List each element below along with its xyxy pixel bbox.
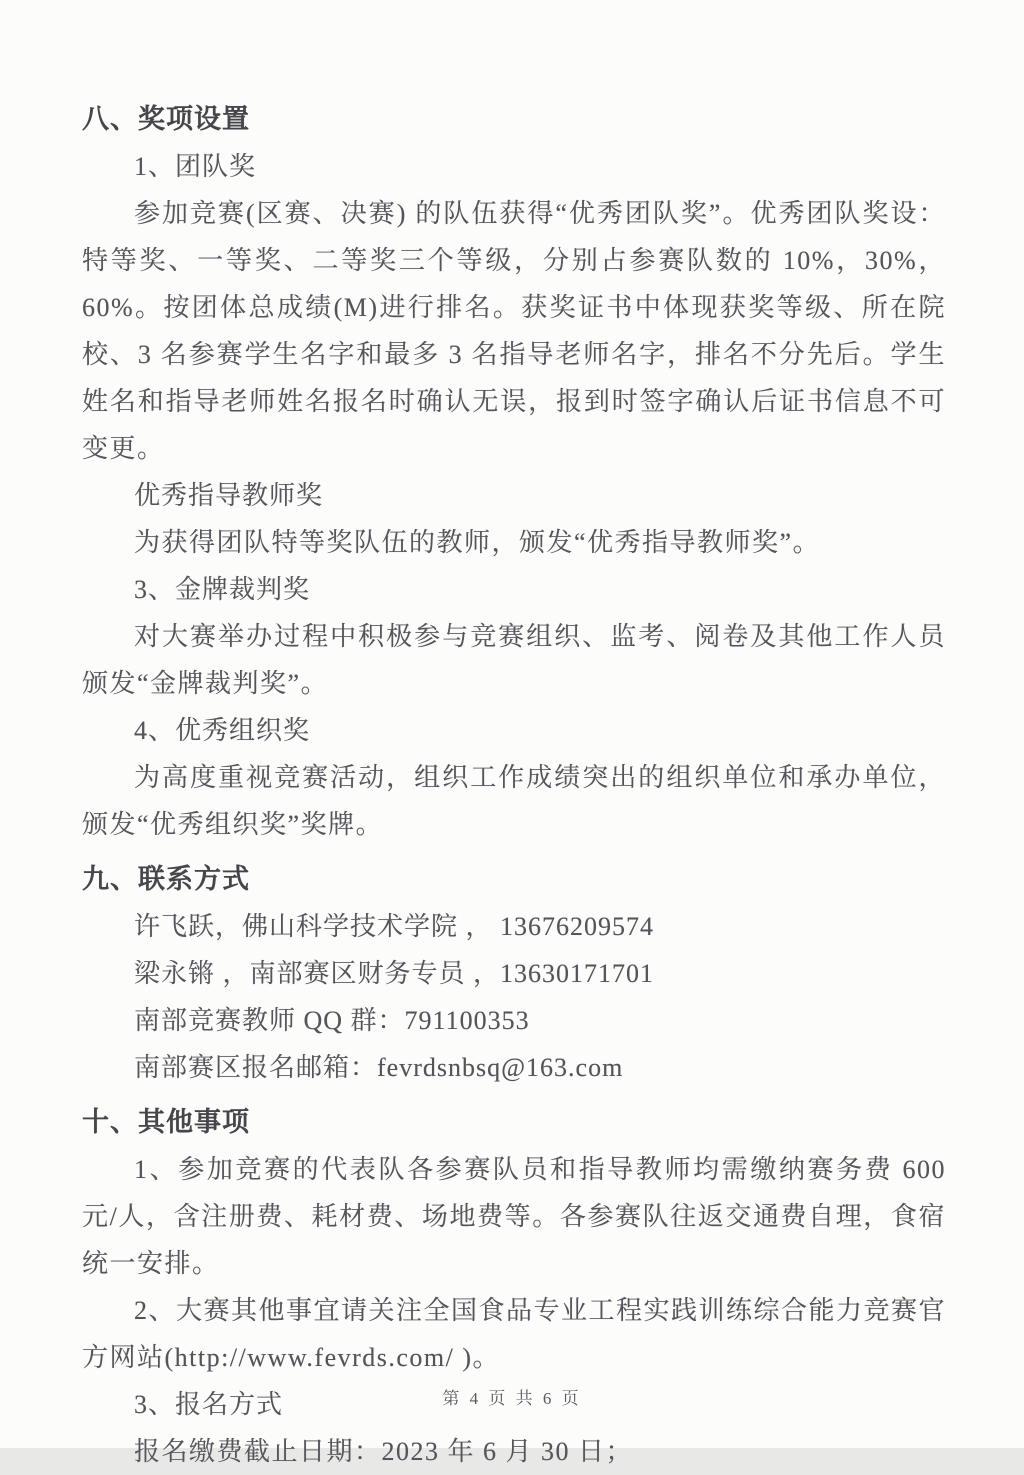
contact-line-qq-group: 南部竞赛教师 QQ 群：791100353 <box>134 1006 530 1035</box>
award-paragraph-organization: 为高度重视竞赛活动，组织工作成绩突出的组织单位和承办单位，颁发“优秀组织奖”奖牌。 <box>82 763 946 839</box>
document-content <box>82 96 946 1475</box>
page-number-footer: 第 4 页 共 6 页 <box>442 1389 582 1408</box>
contact-line-liang: 梁永锵 ，南部赛区财务专员 ，13630171701 <box>134 959 655 988</box>
other-paragraph-deadline: 报名缴费截止日期：2023 年 6 月 30 日； <box>134 1437 634 1466</box>
award-subheading-organization: 4、优秀组织奖 <box>134 716 311 745</box>
other-paragraph-fee: 1、参加竞赛的代表队各参赛队员和指导教师均需缴纳赛务费 600 元/人，含注册费、耗材费、场地费等。各参赛队往返交通费自理，食宿统一安排。 <box>82 1155 946 1278</box>
award-paragraph-team: 参加竞赛(区赛、决赛) 的队伍获得“优秀团队奖”。优秀团队奖设：特等奖、一等奖、二等奖三个等级，分别占参赛队数的 10%，30%，60%。按团体总成绩(M)进行排名。获奖证书中体现获奖等级、所在院校、3 名参赛学生名字和最多 3 名指导老师名字，排名不分先后。学生姓名和指导老师姓名报名时确认无误，报到时签字确认后证书信息不可变更。 <box>82 199 946 463</box>
award-paragraph-advisor: 为获得团队特等奖队伍的教师，颁发“优秀指导教师奖”。 <box>134 528 821 557</box>
section-heading-other: 十、其他事项 <box>82 1107 250 1137</box>
award-subheading-judge: 3、金牌裁判奖 <box>134 575 311 604</box>
award-paragraph-judge: 对大赛举办过程中积极参与竞赛组织、监考、阅卷及其他工作人员颁发“金牌裁判奖”。 <box>82 622 946 698</box>
other-subheading-registration: 3、报名方式 <box>134 1390 284 1419</box>
award-subheading-team: 1、团队奖 <box>134 152 257 181</box>
contact-line-xu: 许飞跃，佛山科学技术学院 ， 13676209574 <box>134 912 655 941</box>
section-heading-contact: 九、联系方式 <box>82 864 250 894</box>
contact-line-email: 南部赛区报名邮箱：fevrdsnbsq@163.com <box>134 1053 624 1082</box>
section-heading-awards: 八、奖项设置 <box>82 104 250 134</box>
award-subheading-advisor: 优秀指导教师奖 <box>134 481 324 510</box>
other-paragraph-website: 2、大赛其他事宜请关注全国食品专业工程实践训练综合能力竞赛官方网站(http://www.fevrds.com/ )。 <box>82 1296 947 1372</box>
